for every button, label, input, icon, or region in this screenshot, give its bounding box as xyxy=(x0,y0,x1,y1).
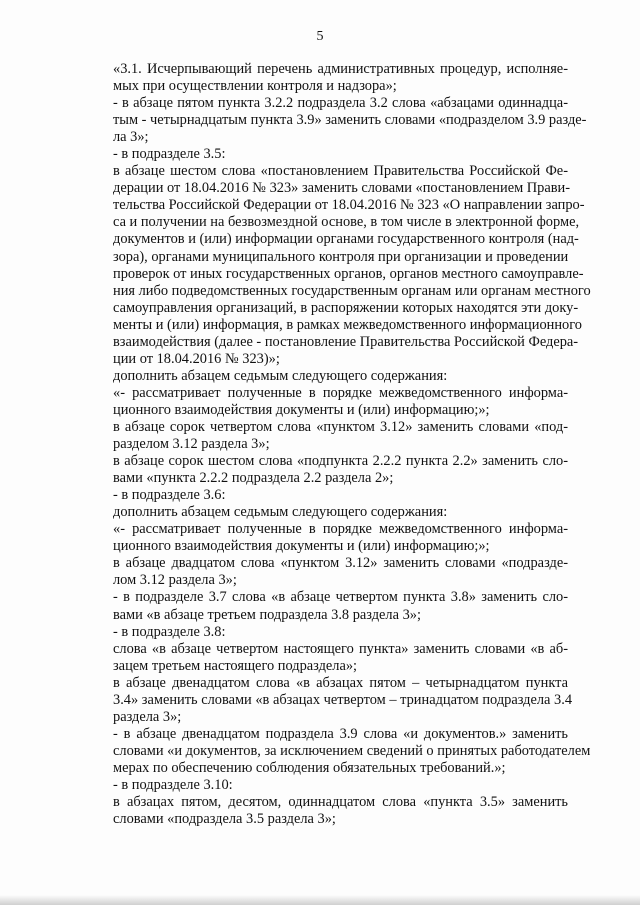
text-line: «- рассматривает полученные в порядке межведомственного информа- xyxy=(113,521,568,538)
text-line: менты и (или) информация, в рамках межведомственного информационного xyxy=(113,316,582,333)
paragraph-subsection-3-7 xyxy=(78,589,568,623)
text-line: «3.1. Исчерпывающий перечень административных процедур, исполняе- xyxy=(113,61,568,77)
text-line: - в подразделе 3.8: xyxy=(113,623,226,640)
text-line: разделом 3.12 раздела 3»; xyxy=(113,436,270,453)
text-line: лом 3.12 раздела 3»; xyxy=(113,572,237,589)
document-body xyxy=(78,61,591,828)
text-line: проверок от иных государственных органов, органов местного самоуправле- xyxy=(113,265,584,282)
paragraph-subsection-3-5-heading xyxy=(78,146,568,163)
text-line: ла 3»; xyxy=(113,129,149,146)
text-line: вами «пункта 2.2.2 подраздела 2.2 раздела 2»; xyxy=(113,470,394,487)
text-line: в абзацах пятом, десятом, одиннадцатом слова «пункта 3.5» заменить xyxy=(113,794,568,811)
paragraph-subsection-3-9 xyxy=(78,725,591,777)
text-line: - в подразделе 3.5: xyxy=(113,146,226,163)
paragraph-subsection-3-8-heading xyxy=(78,624,568,641)
scan-edge-shadow xyxy=(0,895,640,905)
text-line: в абзаце сорок четвертом слова «пунктом 3.12» заменить словами «под- xyxy=(113,418,568,435)
text-line: - в абзаце двенадцатом подраздела 3.9 слова «и документов.» заменить xyxy=(113,725,568,742)
text-line: тым - четырнадцатым пункта 3.9» заменить словами «подразделом 3.9 разде- xyxy=(113,112,587,129)
text-line: - в подразделе 3.6: xyxy=(113,487,226,504)
text-line: словами «и документов, за исключением сведений о принятых работодателем xyxy=(113,742,591,759)
text-line: документов и (или) информации органами государственного контроля (над- xyxy=(113,231,579,248)
text-line: ционного взаимодействия документы и (или) информацию;»; xyxy=(113,401,490,418)
paragraph-twentieth-clause xyxy=(78,555,568,589)
page-number: 5 xyxy=(316,29,324,44)
text-line: - в абзаце пятом пункта 3.2.2 подраздела 3.2 слова «абзацами одиннадца- xyxy=(113,95,568,112)
text-line: - в подразделе 3.7 слова «в абзаце четвертом пункта 3.8» заменить сло- xyxy=(113,589,568,606)
text-line: дополнить абзацем седьмым следующего содержания: xyxy=(113,504,448,521)
text-line: 3.4» заменить словами «в абзацах четвертом – тринадцатом подраздела 3.4 xyxy=(113,691,573,708)
text-line: дерации от 18.04.2016 № 323» заменить словами «постановлением Прави- xyxy=(113,180,571,197)
paragraph-section-3-1 xyxy=(78,61,568,95)
paragraph-subsection-3-2 xyxy=(78,95,587,146)
text-line: слова «в абзаце четвертом настоящего пункта» заменить словами «в аб- xyxy=(113,640,568,657)
paragraph-fourth-clause-replacement xyxy=(78,641,568,675)
text-line: в абзаце сорок шестом слова «подпункта 2.2.2 пункта 2.2» заменить сло- xyxy=(113,453,568,470)
text-line: мерах по обеспечению соблюдения обязательных требований.»; xyxy=(113,759,506,776)
paragraph-subsection-3-10-heading xyxy=(78,777,568,794)
paragraph-seventh-clause-text xyxy=(78,385,568,419)
text-line: в абзаце двадцатом слова «пунктом 3.12» заменить словами «подразде- xyxy=(113,555,568,572)
text-line: взаимодействия (далее - постановление Правительства Российской Федера- xyxy=(113,333,579,350)
text-line: самоуправления организаций, в распоряжении которых находятся эти доку- xyxy=(113,299,579,316)
paragraph-forty-sixth-clause xyxy=(78,453,568,487)
text-line: са и получении на безвозмездной основе, в том числе в электронной форме, xyxy=(113,214,580,231)
paragraph-twelfth-clause xyxy=(78,674,573,726)
paragraph-forty-fourth-clause xyxy=(78,419,568,453)
paragraph-add-seventh-clause xyxy=(78,368,568,385)
text-line: ционного взаимодействия документы и (или) информацию;»; xyxy=(113,538,490,555)
text-line: в абзаце двенадцатом слова «в абзацах пятом – четырнадцатом пункта xyxy=(113,674,568,691)
text-line: ции от 18.04.2016 № 323)»; xyxy=(113,350,280,367)
text-line: тельства Российской Федерации от 18.04.2016 № 323 «О направлении запро- xyxy=(113,197,585,214)
text-line: дополнить абзацем седьмым следующего содержания: xyxy=(113,367,448,384)
text-line: мых при осуществлении контроля и надзора»; xyxy=(113,78,397,95)
text-line: словами «подраздела 3.5 раздела 3»; xyxy=(113,811,336,828)
text-line: - в подразделе 3.10: xyxy=(113,776,233,793)
text-line: «- рассматривает полученные в порядке межведомственного информа- xyxy=(113,384,568,401)
text-line: в абзаце шестом слова «постановлением Правительства Российской Фе- xyxy=(113,163,568,180)
text-line: вами «в абзаце третьем подраздела 3.8 раздела 3»; xyxy=(113,606,421,623)
text-line: раздела 3»; xyxy=(113,708,182,725)
paragraph-seventh-clause-text-3-6 xyxy=(78,521,568,555)
text-line: зацем третьем настоящего подраздела»; xyxy=(113,657,358,674)
paragraph-fifth-tenth-eleventh-clauses xyxy=(78,794,568,828)
text-line: зора), органами муниципального контроля при организации и проведении xyxy=(113,248,569,265)
paragraph-add-seventh-clause-3-6 xyxy=(78,504,568,521)
paragraph-subsection-3-6-heading xyxy=(78,487,568,504)
text-line: ния либо подведомственных государственным органам или органам местного xyxy=(113,282,591,299)
paragraph-sixth-clause-replacement xyxy=(78,163,591,368)
